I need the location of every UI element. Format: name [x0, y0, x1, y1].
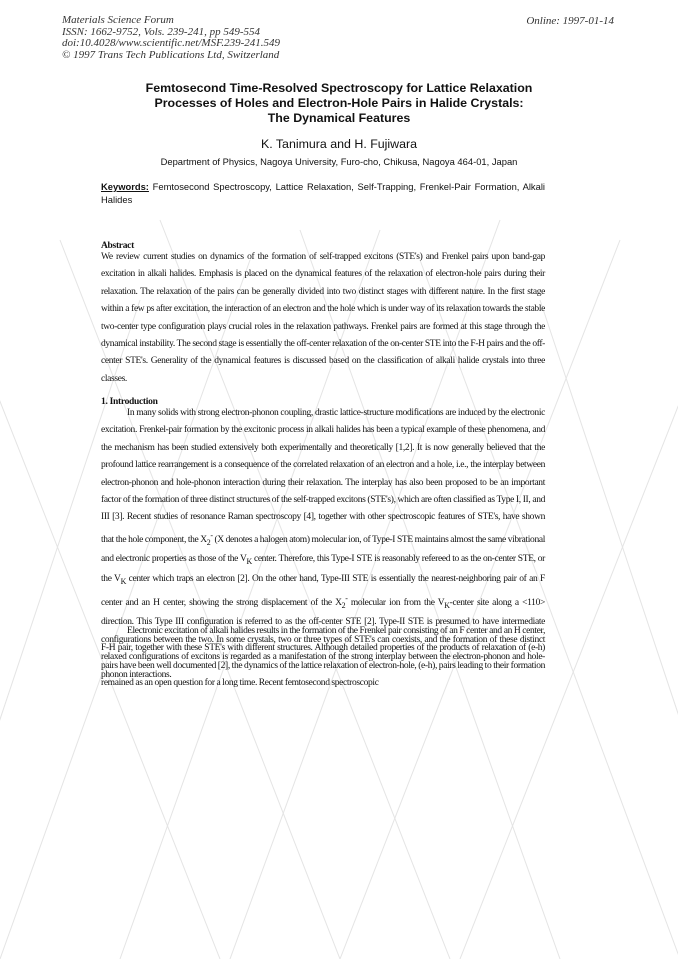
online-date: Online: 1997-01-14 [526, 15, 614, 27]
title-line-2: Processes of Holes and Electron-Hole Pairs in Halide Crystals: [154, 96, 524, 110]
abstract-heading: Abstract [101, 241, 134, 251]
intro-paragraph-1: In many solids with strong electron-phonon coupling, drastic lattice-structure modifications are induced by the electronic excitation. Frenkel-pair formation by the excitonic process in alkali halides has been a typical example of these phenomena, and the mechanism has been studied extensively both experimentally and theoretically [1,2]. It is now generally believed that the profound lattice rearrangement is a consequence of the correlated relaxation of an electron and a hole, i.e., the interplay between electron-phonon and hole-phonon interaction during their relaxation. The interplay has also been proposed to be an important factor of the formation of three distinct structures of the self-trapped excitons (STE's), which are often classified as Type I, II, and III [3]. Recent studies of resonance Raman spectroscopy [4], together with other spectroscopic features of STE's, have shown that the hole component, the $X_2^-$ (X denotes a halogen atom) molecular ion, of Type-I STE maintains almost the same vibrational and electronic properties as those of the $V_K$ center. Therefore, this Type-I STE is reasonably refereed to as the on-center STE, or the $V_K$ center which traps an electron [2]. On the other hand, Type-III STE is essentially the nearest-neighboring pair of an F center and an H center, showing the strong displacement of the $X_2^-$ molecular ion from the $V_K$-center site along a <110> direction. This Type III configuration is referred to as the off-center STE [2]. Type-II STE is presumed to have intermediate configurations between the two. In some crystals, two or three types of STE's can coexists, and the formation of these distinct relaxed configurations of excitons is regarded as a manifestation of the strong interplay between the electron-phonon and hole-phonon interactions. [101, 408, 545, 680]
title-line-1: Femtosecond Time-Resolved Spectroscopy for Lattice Relaxation [145, 81, 533, 95]
doi-line[interactable]: doi:10.4028/www.scientific.net/MSF.239-241.549 [62, 37, 281, 49]
affiliation: Department of Physics, Nagoya University, Furo-cho, Chikusa, Nagoya 464-01, Japan [160, 156, 518, 167]
paper-title [60, 81, 618, 126]
title-line-3: The Dynamical Features [267, 111, 411, 125]
keywords-text: Femtosecond Spectroscopy, Lattice Relaxation, Self-Trapping, Frenkel-Pair Formation, Alkali Halides [101, 181, 545, 205]
issn-line: ISSN: 1662-9752, Vols. 239-241, pp 549-554 [62, 25, 260, 38]
keywords-label: Keywords: [101, 181, 149, 192]
journal-header [62, 15, 280, 61]
intro-paragraph-2: Electronic excitation of alkali halides results in the formation of the Frenkel pair consisting of an F center and an H center, F-H pair, together with these STE's with different structures. Although detailed properties of the products of relaxation of (e-h) pairs have been well documented [2], the dynamics of the lattice relaxation of electron-hole, (e-h), pairs leading to their formation remained as an open question for a long time. Recent femtosecond spectroscopic [101, 626, 545, 689]
keywords [101, 181, 545, 206]
introduction-heading: 1. Introduction [101, 397, 158, 407]
journal-name: Materials Science Forum [62, 14, 174, 26]
copyright-line: © 1997 Trans Tech Publications Ltd, Switzerland [62, 48, 280, 61]
authors: K. Tanimura and H. Fujiwara [260, 137, 418, 151]
abstract-text: We review current studies on dynamics of the formation of self-trapped excitons (STE's) and Frenkel pairs upon band-gap excitation in alkali halides. Emphasis is placed on the dynamical features of the relaxation of electron-hole pairs during their relaxation. The relaxation of the pairs can be generally divided into two distinct stages with different nature. In the first stage within a few ps after excitation, the interaction of an electron and the hole which is under way of its relaxation towards the stable two-center type configuration plays crucial roles in the relaxation pathways. Frenkel pairs are formed at this stage through the dynamical instability. The second stage is essentially the off-center relaxation of the on-center STE into the F-H pairs and the off-center STE's. Generality of the dynamical features is discussed based on the classification of alkali halide crystals into three classes. [101, 252, 545, 384]
